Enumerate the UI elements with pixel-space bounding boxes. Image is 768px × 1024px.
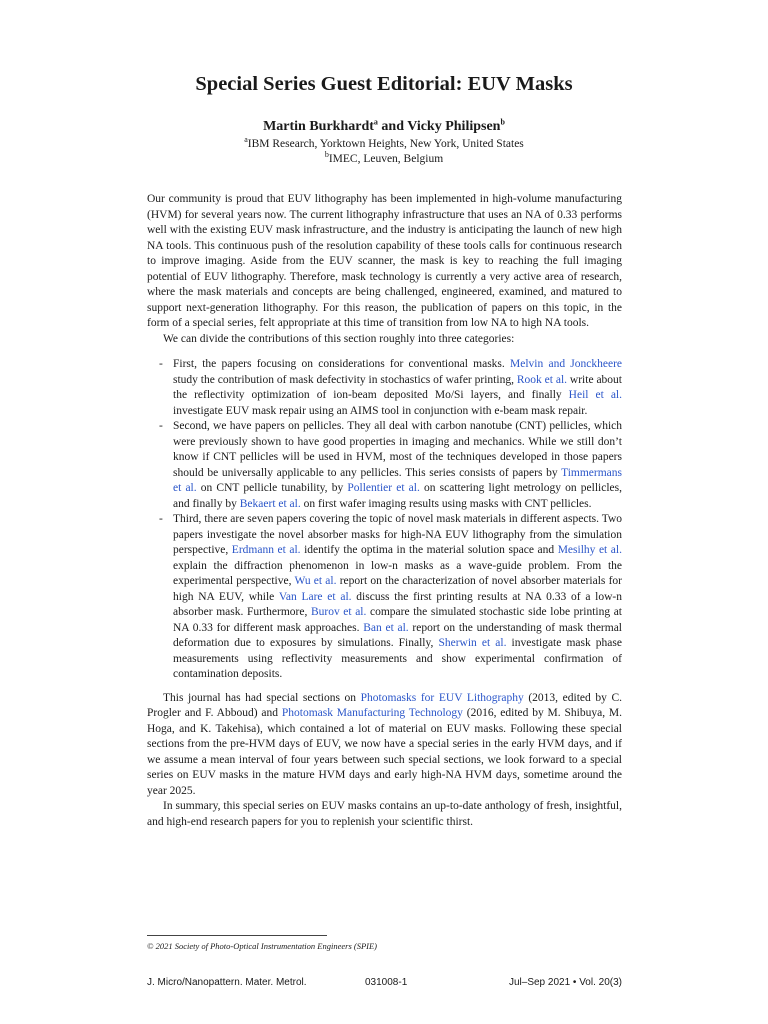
reference-link[interactable]: Heil et al.: [568, 389, 622, 401]
affiliation-marker: b: [324, 150, 329, 160]
affiliation-b: [0, 152, 768, 167]
author-name: Martin Burkhardt: [263, 119, 374, 134]
reference-link[interactable]: Burov et al.: [310, 606, 367, 618]
dash-bullet-icon: -: [159, 513, 163, 525]
list-item-text: study the contribution of mask defectivity in stochastics of wafer printing,: [173, 373, 517, 386]
list-item-text: compare the simulated stochastic side lobe printing at NA 0.33 for different mask approaches.: [173, 606, 622, 634]
copyright-notice: © 2021 Society of Photo-Optical Instrumentation Engineers (SPIE): [147, 941, 378, 951]
paragraph-journal-history: [147, 691, 622, 800]
paragraph-categories: We can divide the contributions of this section roughly into three categories:: [163, 332, 515, 345]
paragraph-text: (2013, edited by C. Progler and F. Abboud) and: [147, 691, 623, 719]
editorial-body: [147, 192, 622, 830]
list-item-text: on scattering light metrology on pellicles, and finally by: [173, 482, 622, 510]
reference-link[interactable]: Rook et al.: [516, 373, 568, 386]
list-item-text: Third, there are seven papers covering the topic of novel mask materials in different aspects. Two papers investigate the novel absorber masks for high-NA EUV lithography from the simulation perspective,: [173, 513, 622, 556]
list-item-text: on CNT pellicle tunability, by: [196, 482, 348, 494]
list-item-pellicles: [159, 419, 622, 512]
list-item-conventional-masks: [159, 357, 622, 419]
list-item-text: investigate mask phase measurements using reflectivity measurements and show experimental confirmation of contamination deposits.: [173, 637, 622, 680]
affiliation-text: IMEC, Leuven, Belgium: [328, 153, 444, 165]
reference-link[interactable]: Van Lare et al.: [278, 590, 352, 603]
list-item-text: report on the understanding of mask thermal deformation due to exposures by simulations. Finally,: [173, 621, 623, 649]
footer-page-id: 031008-1: [365, 977, 408, 988]
paragraph-summary: In summary, this special series on EUV masks contains an up-to-date anthology of fresh, insightful, and high-end research papers for you to replenish your scientific thirst.: [147, 800, 622, 828]
list-item-text: write about the reflectivity optimization of ion-beam deposited Mo/Si layers, and finally: [173, 373, 622, 401]
list-item-text: identify the optima in the material solution space and: [300, 544, 558, 556]
list-item-text: investigate EUV mask repair using an AIMS tool in conjunction with e-beam mask repair.: [173, 404, 588, 417]
reference-link[interactable]: Melvin and Jonckheere: [510, 358, 623, 370]
affiliation-marker: b: [500, 117, 505, 127]
page-title: Special Series Guest Editorial: EUV Masks: [195, 73, 573, 95]
affiliation-text: IBM Research, Yorktown Heights, New York, United States: [247, 138, 524, 150]
paragraph-intro: Our community is proud that EUV lithography has been implemented in high-volume manufacturing (HVM) for several years now. The current lithography infrastructure that uses an NA of 0.33 performs well with the existing EUV mask infrastructure, and the industry is anticipating the launch of new high NA tools. This continuous push of the resolution capability of these tools calls for continuous research to improve imaging. Aside from the EUV scanner, the mask is key to reaching the full imaging potential of EUV lithography. Therefore, mask technology is currently a very active area of research, where the mask materials and concepts are being challenged, engineered, examined, and matured to support next-generation lithography. For this reason, the publication of papers on this topic, in the form of a special series, felt appropriate at this time of transition from low NA to high NA tools.: [147, 193, 622, 329]
author-line: [0, 118, 768, 136]
footer-issue: Jul–Sep 2021 • Vol. 20(3): [508, 977, 622, 988]
affiliation-marker: a: [244, 135, 248, 145]
reference-link[interactable]: Erdmann et al.: [231, 544, 301, 556]
dash-bullet-icon: -: [159, 420, 163, 432]
list-item-text: Second, we have papers on pellicles. They all deal with carbon nanotube (CNT) pellicles, which were previously shown to have good properties in imaging and mechanics. While we still don’t know if CNT pellicles will be used in HVM, most of the techniques developed in those papers should be universally applicable to any pellicles. This series consists of papers by: [173, 420, 622, 479]
author-name: Vicky Philipsen: [407, 119, 501, 134]
list-item-novel-materials: [159, 512, 622, 683]
dash-bullet-icon: -: [159, 358, 163, 370]
footnote-divider: [147, 935, 327, 936]
reference-link[interactable]: Mesilhy et al.: [557, 544, 622, 556]
category-list: [147, 357, 622, 683]
reference-link[interactable]: Timmermans et al.: [173, 466, 622, 494]
paragraph-text: (2016, edited by M. Shibuya, M. Hoga, and K. Takehisa), which contained a lot of material on EUV masks. Following these special sections from the pre-HVM days of EUV, we now have a special series in the early HVM days, and if we assume a mean interval of four years between such special sections, we look forward to a special series on EUV masks in the mature HVM days and early high-NA HVM days, sometime around the year 2025.: [147, 707, 622, 797]
list-item-text: report on the characterization of novel absorber materials for high NA EUV, while: [173, 575, 623, 603]
reference-link[interactable]: Wu et al.: [294, 575, 337, 587]
reference-link[interactable]: Sherwin et al.: [438, 637, 507, 649]
list-item-text: First, the papers focusing on considerations for conventional masks.: [173, 358, 511, 370]
reference-link[interactable]: Bekaert et al.: [239, 497, 301, 510]
list-item-text: on first wafer imaging results using masks with CNT pellicles.: [300, 497, 592, 510]
reference-link[interactable]: Ban et al.: [363, 621, 409, 634]
footer-journal: J. Micro/Nanopattern. Mater. Metrol.: [147, 977, 307, 988]
affiliation-a: [0, 137, 768, 152]
special-section-link[interactable]: Photomask Manufacturing Technology: [281, 707, 463, 719]
affiliation-marker: a: [373, 117, 378, 127]
author-conjunction: and: [377, 119, 408, 134]
list-item-text: discuss the first printing results at NA 0.33 of a low-n absorber mask. Furthermore,: [173, 590, 623, 618]
reference-link[interactable]: Pollentier et al.: [347, 482, 420, 494]
special-section-link[interactable]: Photomasks for EUV Lithography: [360, 691, 524, 704]
list-item-text: explain the diffraction phenomenon in low-n masks as a wave-guide problem. From the experimental perspective,: [173, 559, 622, 587]
paragraph-text: This journal has had special sections on: [163, 691, 361, 704]
